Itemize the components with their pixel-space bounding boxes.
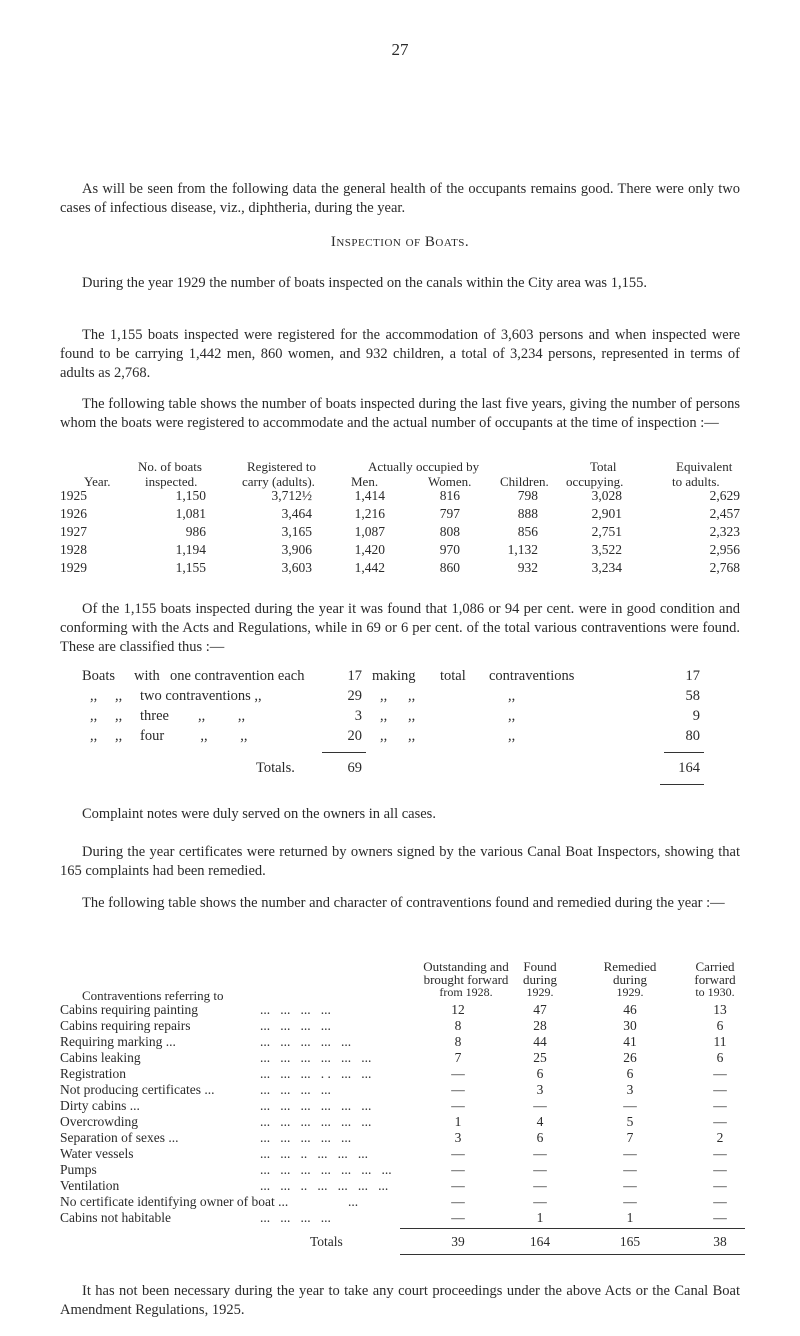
cell-men: 1,414 bbox=[354, 488, 385, 503]
cell-found: 4 bbox=[536, 1114, 544, 1129]
row-leader: ... ... .. ... ... ... ... bbox=[260, 1178, 389, 1193]
summary-totals-underline bbox=[660, 784, 704, 785]
summary-boats: 29 bbox=[347, 688, 362, 704]
cell-men: 1,087 bbox=[354, 524, 385, 539]
summary-boats-rule bbox=[322, 752, 366, 753]
col-header-outstanding-2: brought forward bbox=[423, 972, 509, 987]
col-header-contraventions: Contraventions referring to bbox=[82, 988, 224, 1003]
col-header-registered: Registered to bbox=[247, 459, 316, 474]
row-label: Cabins requiring painting bbox=[60, 1002, 198, 1017]
cell-men: 1,216 bbox=[354, 506, 385, 521]
cell-outstanding: 1 bbox=[454, 1114, 462, 1129]
summary-boats: 3 bbox=[354, 708, 362, 724]
cell-registered: 3,165 bbox=[281, 524, 312, 539]
row-leader: ... ... ... ... bbox=[260, 1002, 331, 1017]
col-header-remedied-3: 1929. bbox=[616, 985, 644, 999]
col-header-outstanding-3: from 1928. bbox=[439, 985, 493, 999]
summary-total: 17 bbox=[685, 668, 700, 684]
col-header-registered-2: carry (adults). bbox=[242, 474, 315, 489]
cell-remedied: 46 bbox=[623, 1002, 637, 1017]
paragraph-five-year-intro: The following table shows the number of boats inspected during the last five years, giving the number of persons whom the boats were registered to accommodate and the actual number of occupants at the time of inspection :— bbox=[60, 396, 740, 431]
row-leader: ... ... ... . . ... ... bbox=[260, 1066, 372, 1081]
cell-total: 3,234 bbox=[591, 560, 622, 575]
row-label: Not producing certificates ... bbox=[60, 1082, 215, 1097]
cell-equivalent: 2,629 bbox=[709, 488, 740, 503]
totals-remedied: 165 bbox=[619, 1234, 641, 1249]
cell-registered: 3,464 bbox=[281, 506, 312, 521]
cell-found: — bbox=[533, 1098, 547, 1113]
cell-boats: 1,081 bbox=[175, 506, 206, 521]
totals-outstanding: 39 bbox=[451, 1234, 465, 1249]
col-header-equivalent-2: to adults. bbox=[672, 474, 720, 489]
summary-col-e: ,, bbox=[408, 728, 416, 744]
col-header-outstanding bbox=[406, 960, 526, 999]
paragraph-condition: Of the 1,155 boats inspected during the year it was found that 1,086 or 94 per cent. were in good condition and conforming with the Acts and Regulations, while in 69 or 6 per cent. of the total various contraventions were found. These are classified thus :— bbox=[60, 601, 740, 655]
cell-year: 1927 bbox=[60, 524, 87, 539]
cell-carried: — bbox=[713, 1098, 727, 1113]
col-header-found-2: during bbox=[523, 972, 557, 987]
cell-year: 1928 bbox=[60, 542, 87, 557]
paragraph-table-intro: The following table shows the number and character of contraventions found and remedied during the year :— bbox=[82, 895, 725, 911]
cell-men: 1,420 bbox=[354, 542, 385, 557]
summary-col-f: ,, bbox=[508, 688, 516, 704]
cell-remedied: 26 bbox=[623, 1050, 637, 1065]
cell-children: 932 bbox=[517, 560, 538, 575]
cell-women: 808 bbox=[439, 524, 460, 539]
col-header-remedied-1: Remedied bbox=[603, 959, 657, 974]
col-header-found-3: 1929. bbox=[526, 985, 554, 999]
cell-women: 797 bbox=[439, 506, 460, 521]
cell-found: — bbox=[533, 1146, 547, 1161]
cell-carried: — bbox=[713, 1114, 727, 1129]
cell-boats: 1,150 bbox=[175, 488, 206, 503]
summary-col-c: three ,, ,, bbox=[140, 708, 246, 724]
cell-outstanding: — bbox=[451, 1210, 465, 1225]
summary-boats: 17 bbox=[347, 668, 362, 684]
col-header-found bbox=[510, 960, 570, 999]
cell-found: 6 bbox=[536, 1130, 544, 1145]
totals-found: 164 bbox=[529, 1234, 551, 1249]
summary-col-a: ,, bbox=[90, 688, 98, 704]
cell-carried: 11 bbox=[713, 1034, 727, 1049]
col-header-outstanding-1: Outstanding and bbox=[423, 959, 509, 974]
row-label: Dirty cabins ... bbox=[60, 1098, 140, 1113]
cell-outstanding: 12 bbox=[451, 1002, 465, 1017]
cell-outstanding: — bbox=[451, 1146, 465, 1161]
cell-total: 2,901 bbox=[591, 506, 622, 521]
col-header-children: Children. bbox=[500, 474, 549, 489]
col-header-total: Total bbox=[590, 459, 617, 474]
cell-found: 47 bbox=[533, 1002, 547, 1017]
paragraph-accommodation: The 1,155 boats inspected were registered for the accommodation of 3,603 persons and when inspected were found to be carrying 1,442 men, 860 women, and 932 children, a total of 3,234 persons, represented in terms of adults as 2,768. bbox=[60, 327, 740, 381]
cell-boats: 1,155 bbox=[175, 560, 206, 575]
cell-children: 856 bbox=[517, 524, 538, 539]
cell-carried: — bbox=[713, 1082, 727, 1097]
cell-remedied: — bbox=[623, 1162, 637, 1177]
cell-registered: 3,712½ bbox=[271, 488, 312, 503]
row-label: No certificate identifying owner of boat ... bbox=[60, 1194, 289, 1209]
cell-outstanding: 7 bbox=[454, 1050, 462, 1065]
summary-col-d: making bbox=[372, 668, 416, 684]
cell-found: 3 bbox=[536, 1082, 544, 1097]
summary-col-f: ,, bbox=[508, 728, 516, 744]
cell-equivalent: 2,323 bbox=[709, 524, 740, 539]
totals-label: Totals bbox=[310, 1234, 343, 1249]
cell-carried: — bbox=[713, 1194, 727, 1209]
summary-col-d: ,, bbox=[380, 708, 388, 724]
col-header-carried-3: to 1930. bbox=[695, 985, 735, 999]
summary-col-d: ,, bbox=[380, 728, 388, 744]
cell-remedied: 1 bbox=[626, 1210, 634, 1225]
cell-outstanding: — bbox=[451, 1194, 465, 1209]
cell-carried: 2 bbox=[716, 1130, 724, 1145]
cell-equivalent: 2,457 bbox=[709, 506, 740, 521]
cell-women: 816 bbox=[439, 488, 460, 503]
summary-total: 9 bbox=[692, 708, 700, 724]
totals-carried: 38 bbox=[713, 1234, 727, 1249]
cell-carried: — bbox=[713, 1162, 727, 1177]
cell-remedied: — bbox=[623, 1178, 637, 1193]
cell-remedied: 3 bbox=[626, 1082, 634, 1097]
summary-col-d: ,, bbox=[380, 688, 388, 704]
row-leader: ... ... ... ... bbox=[260, 1018, 331, 1033]
cell-equivalent: 2,768 bbox=[709, 560, 740, 575]
cell-found: 1 bbox=[536, 1210, 544, 1225]
summary-totals-boats: 69 bbox=[347, 760, 362, 776]
cell-carried: 6 bbox=[716, 1050, 724, 1065]
summary-col-b: ,, bbox=[115, 688, 123, 704]
cell-total: 3,028 bbox=[591, 488, 622, 503]
cell-remedied: — bbox=[623, 1098, 637, 1113]
cell-outstanding: — bbox=[451, 1162, 465, 1177]
cell-outstanding: 8 bbox=[454, 1034, 462, 1049]
cell-women: 860 bbox=[439, 560, 460, 575]
col-header-boats-2: inspected. bbox=[145, 474, 198, 489]
cell-found: 28 bbox=[533, 1018, 547, 1033]
summary-col-e: total bbox=[440, 668, 466, 684]
cell-found: 44 bbox=[533, 1034, 547, 1049]
summary-col-c: one contravention each bbox=[170, 668, 305, 684]
page-number: 27 bbox=[391, 40, 409, 59]
cell-found: — bbox=[533, 1178, 547, 1193]
cell-registered: 3,603 bbox=[281, 560, 312, 575]
cell-carried: 13 bbox=[713, 1002, 727, 1017]
col-header-carried-2: forward bbox=[694, 972, 736, 987]
cell-remedied: 30 bbox=[623, 1018, 637, 1033]
summary-total-rule bbox=[664, 752, 704, 753]
col-header-year: Year. bbox=[84, 474, 111, 489]
row-label: Cabins not habitable bbox=[60, 1210, 171, 1225]
summary-total: 58 bbox=[685, 688, 700, 704]
summary-col-a: Boats bbox=[82, 668, 116, 684]
summary-totals-total: 164 bbox=[678, 760, 700, 776]
cell-remedied: — bbox=[623, 1146, 637, 1161]
row-leader: ... ... ... ... ... ... bbox=[260, 1050, 372, 1065]
row-leader: ... ... ... ... bbox=[260, 1210, 331, 1225]
col-header-found-1: Found bbox=[523, 959, 557, 974]
col-header-remedied-2: during bbox=[613, 972, 647, 987]
cell-equivalent: 2,956 bbox=[709, 542, 740, 557]
cell-remedied: 41 bbox=[623, 1034, 637, 1049]
col-header-women: Women. bbox=[428, 474, 472, 489]
cell-remedied: 6 bbox=[626, 1066, 634, 1081]
row-label: Separation of sexes ... bbox=[60, 1130, 179, 1145]
cell-men: 1,442 bbox=[354, 560, 385, 575]
row-label: Overcrowding bbox=[60, 1114, 138, 1129]
row-leader: ... ... ... ... ... ... bbox=[260, 1098, 372, 1113]
col-header-boats: No. of boats bbox=[138, 459, 202, 474]
cell-year: 1925 bbox=[60, 488, 87, 503]
cell-outstanding: — bbox=[451, 1178, 465, 1193]
row-leader: ... bbox=[348, 1194, 359, 1209]
cell-children: 798 bbox=[517, 488, 538, 503]
cell-outstanding: — bbox=[451, 1082, 465, 1097]
cell-children: 1,132 bbox=[507, 542, 538, 557]
col-header-remedied bbox=[590, 960, 670, 999]
cell-year: 1929 bbox=[60, 560, 87, 575]
summary-col-a: ,, bbox=[90, 728, 98, 744]
row-leader: ... ... ... ... ... bbox=[260, 1130, 352, 1145]
paragraph-boats-inspected: During the year 1929 the number of boats inspected on the canals within the City area was 1,155. bbox=[82, 275, 647, 291]
cell-remedied: 7 bbox=[626, 1130, 634, 1145]
cell-children: 888 bbox=[517, 506, 538, 521]
col-header-men: Men. bbox=[351, 474, 379, 489]
row-label: Ventilation bbox=[60, 1178, 120, 1193]
cell-found: 6 bbox=[536, 1066, 544, 1081]
cell-carried: — bbox=[713, 1178, 727, 1193]
row-leader: ... ... ... ... bbox=[260, 1082, 331, 1097]
summary-col-a: ,, bbox=[90, 708, 98, 724]
col-header-equivalent: Equivalent bbox=[676, 459, 733, 474]
cell-found: — bbox=[533, 1162, 547, 1177]
summary-col-f: ,, bbox=[508, 708, 516, 724]
summary-col-c: four ,, ,, bbox=[140, 728, 248, 744]
cell-outstanding: — bbox=[451, 1066, 465, 1081]
paragraph-court-proceedings: It has not been necessary during the year to take any court proceedings under the above Acts or the Canal Boat Amendment Regulations, 1925. bbox=[60, 1283, 740, 1318]
col-header-total-2: occupying. bbox=[566, 474, 624, 489]
totals-bottom-rule bbox=[400, 1254, 745, 1255]
row-label: Cabins requiring repairs bbox=[60, 1018, 191, 1033]
summary-col-b: ,, bbox=[115, 728, 123, 744]
summary-col-c: two contraventions ,, bbox=[140, 688, 262, 704]
cell-outstanding: 8 bbox=[454, 1018, 462, 1033]
totals-top-rule bbox=[400, 1228, 745, 1229]
cell-remedied: 5 bbox=[626, 1114, 634, 1129]
summary-col-e: ,, bbox=[408, 688, 416, 704]
paragraph-certificates: During the year certificates were returned by owners signed by the various Canal Boat Inspectors, showing that 165 complaints had been remedied. bbox=[60, 844, 740, 879]
cell-carried: — bbox=[713, 1146, 727, 1161]
section-heading: Inspection of Boats. bbox=[330, 234, 470, 250]
row-label: Water vessels bbox=[60, 1146, 134, 1161]
cell-outstanding: 3 bbox=[454, 1130, 462, 1145]
row-label: Cabins leaking bbox=[60, 1050, 141, 1065]
cell-outstanding: — bbox=[451, 1098, 465, 1113]
cell-total: 2,751 bbox=[591, 524, 622, 539]
summary-col-b: with bbox=[134, 668, 160, 684]
cell-year: 1926 bbox=[60, 506, 87, 521]
intro-paragraph: As will be seen from the following data the general health of the occupants remains good. There were only two cases of infectious disease, viz., diphtheria, during the year. bbox=[60, 181, 740, 216]
summary-totals-label: Totals. bbox=[256, 760, 295, 776]
cell-carried: — bbox=[713, 1210, 727, 1225]
row-label: Requiring marking ... bbox=[60, 1034, 176, 1049]
summary-total: 80 bbox=[685, 728, 700, 744]
cell-found: 25 bbox=[533, 1050, 547, 1065]
cell-carried: 6 bbox=[716, 1018, 724, 1033]
row-leader: ... ... .. ... ... ... bbox=[260, 1146, 368, 1161]
col-header-carried bbox=[680, 960, 750, 999]
cell-boats: 1,194 bbox=[175, 542, 206, 557]
cell-remedied: — bbox=[623, 1194, 637, 1209]
row-leader: ... ... ... ... ... ... ... bbox=[260, 1162, 392, 1177]
col-header-carried-1: Carried bbox=[695, 959, 735, 974]
row-label: Pumps bbox=[60, 1162, 97, 1177]
summary-col-b: ,, bbox=[115, 708, 123, 724]
summary-col-e: ,, bbox=[408, 708, 416, 724]
cell-women: 970 bbox=[439, 542, 460, 557]
cell-registered: 3,906 bbox=[281, 542, 312, 557]
summary-col-f: contraventions bbox=[489, 668, 575, 684]
summary-boats: 20 bbox=[347, 728, 362, 744]
row-leader: ... ... ... ... ... ... bbox=[260, 1114, 372, 1129]
paragraph-complaint-notes: Complaint notes were duly served on the owners in all cases. bbox=[82, 806, 436, 822]
row-label: Registration bbox=[60, 1066, 126, 1081]
cell-carried: — bbox=[713, 1066, 727, 1081]
cell-boats: 986 bbox=[185, 524, 206, 539]
col-header-actually-occupied: Actually occupied by bbox=[368, 459, 480, 474]
row-leader: ... ... ... ... ... bbox=[260, 1034, 352, 1049]
cell-found: — bbox=[533, 1194, 547, 1209]
cell-total: 3,522 bbox=[591, 542, 622, 557]
